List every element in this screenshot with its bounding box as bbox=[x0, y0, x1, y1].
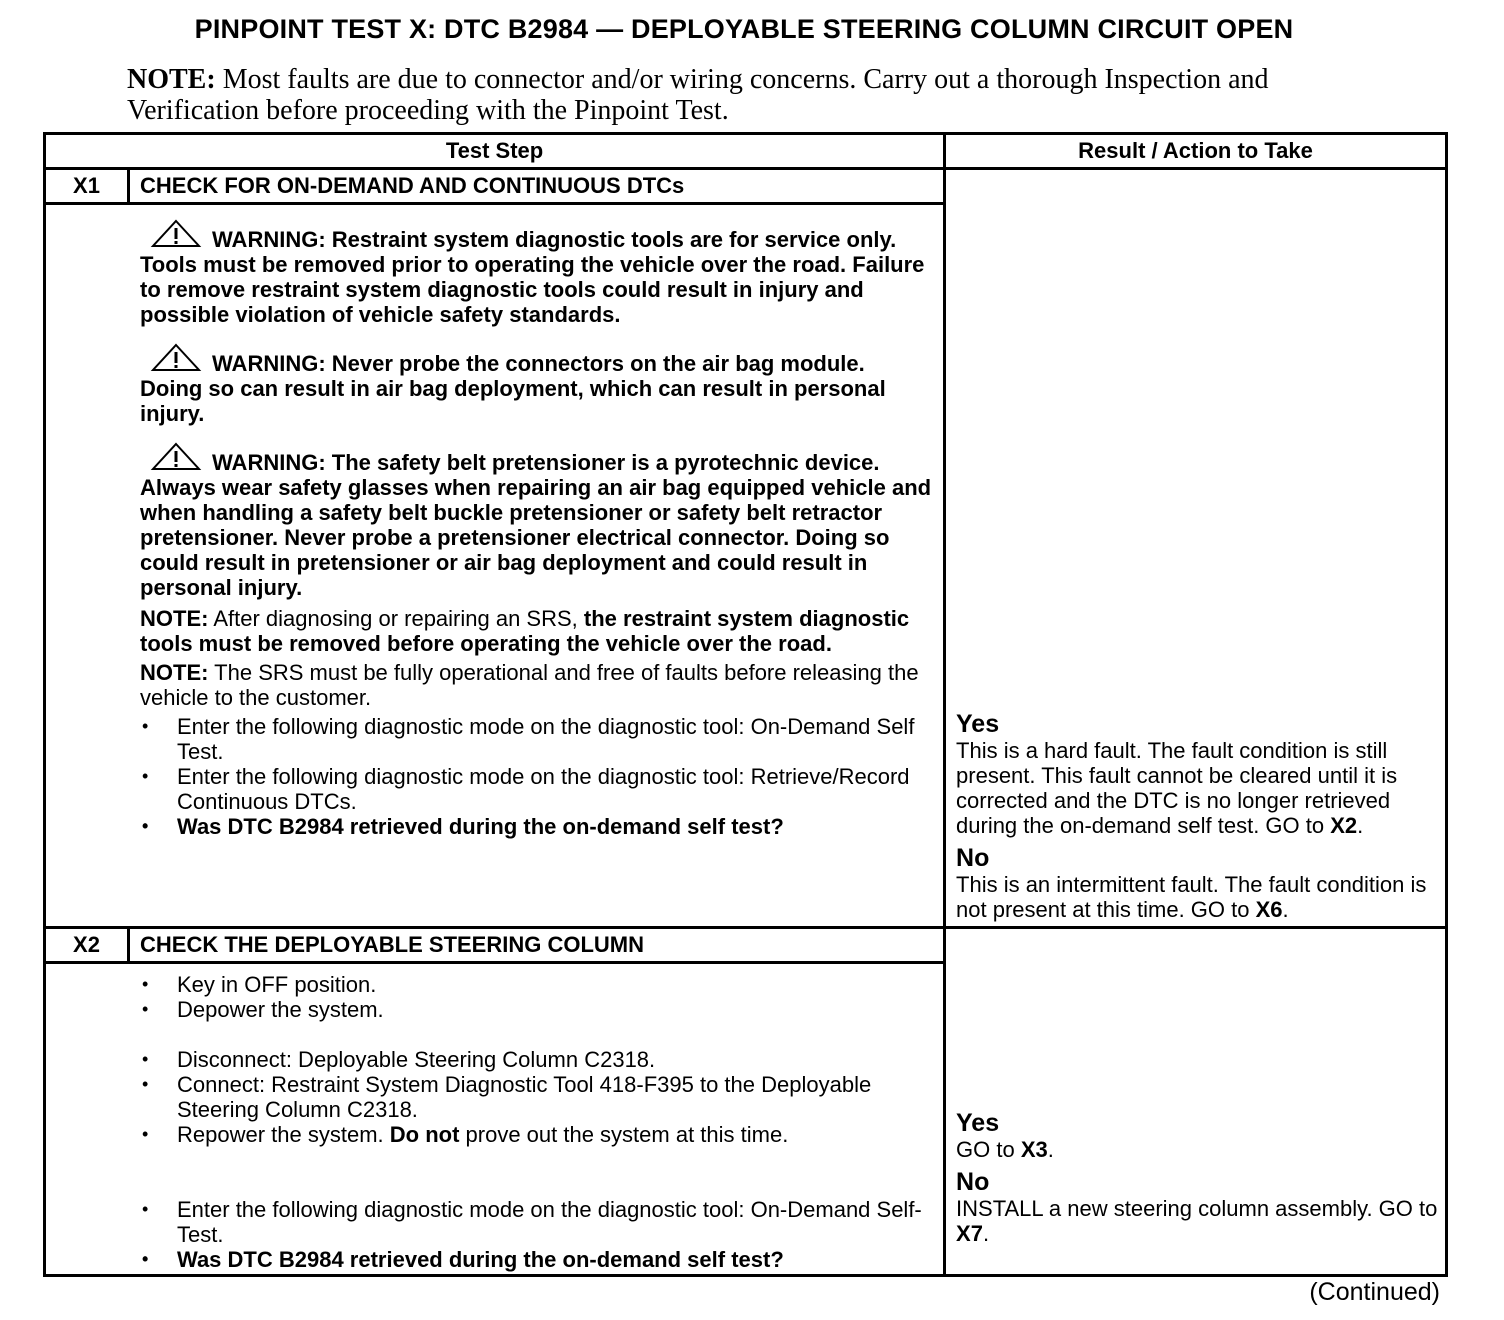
list-item: • Enter the following diagnostic mode on the diagnostic tool: On-Demand Self-Test. bbox=[140, 1197, 933, 1247]
x1-question: • Was DTC B2984 retrieved during the on-demand self test? bbox=[140, 814, 933, 839]
warning-3-label: WARNING bbox=[212, 450, 319, 475]
step-id-x1: X1 bbox=[45, 169, 129, 204]
list-item: • Enter the following diagnostic mode on the diagnostic tool: Retrieve/Record Continuous DTCs. bbox=[140, 764, 933, 814]
yes-text-x1-body: This is a hard fault. The fault condition is still present. This fault cannot be cleared until it is corrected and the DTC is no longer retrieved during the on-demand self test. GO to bbox=[956, 738, 1398, 838]
repower-post: prove out the system at this time. bbox=[459, 1122, 789, 1147]
note-1-label: NOTE: bbox=[140, 606, 209, 631]
yes-goto-x1: X2 bbox=[1330, 813, 1358, 838]
step-id-x2: X2 bbox=[45, 928, 129, 963]
continued-label: (Continued) bbox=[1309, 1278, 1440, 1306]
no-text-x1: This is an intermittent fault. The fault condition is not present at this time. GO to X6. bbox=[956, 872, 1427, 922]
step-heading-x1: CHECK FOR ON-DEMAND AND CONTINUOUS DTCs bbox=[129, 169, 945, 204]
yes-text-x1: This is a hard fault. The fault condition is still present. This fault cannot be cleared until it is corrected and the DTC is no longer retrieved during the on-demand self test. GO to X2. bbox=[956, 738, 1398, 838]
x2-question: • Was DTC B2984 retrieved during the on-demand self test? bbox=[140, 1247, 933, 1272]
warning-2 bbox=[140, 343, 933, 426]
yes-text-x2-body: GO to bbox=[956, 1137, 1021, 1162]
x2-bullet-list-b bbox=[140, 1047, 933, 1147]
intro-note-label: NOTE: bbox=[127, 64, 216, 95]
no-goto-x2: X7 bbox=[956, 1221, 983, 1246]
table-header-row bbox=[45, 134, 1447, 169]
note-2 bbox=[140, 660, 933, 710]
note-2-label: NOTE: bbox=[140, 660, 209, 685]
step-x1-heading-row bbox=[45, 169, 1447, 204]
intro-note-text: Most faults are due to connector and/or wiring concerns. Carry out a thorough Inspection and Verification before proceeding with the Pinpoint Test. bbox=[127, 64, 1269, 126]
warning-triangle-icon bbox=[150, 343, 202, 373]
list-item: • Enter the following diagnostic mode on the diagnostic tool: On-Demand Self Test. bbox=[140, 714, 933, 764]
warning-3-text: : The safety belt pretensioner is a pyrotechnic device. Always wear safety glasses when repairing an air bag equipped vehicle and when handling a safety belt buckle pretensioner or safety belt retractor pretensioner. Never probe a pretensioner electrical connector. Doing so could result in pretensioner or air bag deployment and could result in personal injury. bbox=[140, 450, 932, 600]
warning-2-label: WARNING bbox=[212, 351, 319, 376]
no-text-x1-body: This is an intermittent fault. The fault condition is not present at this time. GO to bbox=[956, 872, 1427, 922]
yes-goto-x2: X3 bbox=[1020, 1137, 1048, 1162]
no-text-x2: INSTALL a new steering column assembly. GO to X7. bbox=[956, 1196, 1438, 1246]
warning-1-label: WARNING bbox=[212, 227, 319, 252]
no-text-x2-body: INSTALL a new steering column assembly. GO to bbox=[956, 1196, 1438, 1221]
warning-1 bbox=[140, 219, 933, 327]
pinpoint-table bbox=[43, 132, 1448, 1277]
step-heading-x2: CHECK THE DEPLOYABLE STEERING COLUMN bbox=[129, 928, 945, 963]
x2-bullet-list-a bbox=[140, 972, 933, 1022]
step-body-x2 bbox=[45, 963, 945, 1276]
list-item: • Connect: Restraint System Diagnostic Tool 418-F395 to the Deployable Steering Column C2318. bbox=[140, 1072, 933, 1122]
warning-triangle-icon bbox=[150, 442, 202, 472]
intro-note bbox=[127, 64, 1327, 126]
x1-bullet-list bbox=[140, 714, 933, 839]
yes-label-x2: Yes bbox=[956, 1109, 1000, 1137]
yes-text-x2: GO to X3. bbox=[956, 1137, 1054, 1162]
result-x1 bbox=[945, 169, 1447, 928]
warning-1-text: : Restraint system diagnostic tools are for service only. Tools must be removed prior to operating the vehicle over the road. Failure to remove restraint system diagnostic tools could result in injury and possible violation of vehicle safety standards. bbox=[140, 227, 925, 327]
step-body-x1 bbox=[45, 204, 945, 928]
warning-triangle-icon bbox=[150, 219, 202, 249]
header-test-step: Test Step bbox=[45, 134, 945, 169]
note-2-text: The SRS must be fully operational and free of faults before releasing the vehicle to the customer. bbox=[140, 660, 919, 710]
list-item: • Depower the system. bbox=[140, 997, 933, 1022]
note-1-text: After diagnosing or repairing an SRS, bbox=[208, 606, 584, 631]
warning-2-text: : Never probe the connectors on the air bag module. Doing so can result in air bag deployment, which can result in personal injury. bbox=[140, 351, 886, 426]
no-goto-x1: X6 bbox=[1255, 897, 1283, 922]
note-1 bbox=[140, 606, 933, 656]
note-1-bold: the restraint system diagnostic tools must be removed before operating the vehicle over the road. bbox=[140, 606, 910, 656]
result-x2 bbox=[945, 928, 1447, 1276]
list-item: • Disconnect: Deployable Steering Column C2318. bbox=[140, 1047, 933, 1072]
header-result: Result / Action to Take bbox=[945, 134, 1447, 169]
yes-label-x1: Yes bbox=[956, 710, 1000, 738]
no-label-x1: No bbox=[956, 844, 990, 872]
page-title: PINPOINT TEST X: DTC B2984 — DEPLOYABLE STEERING COLUMN CIRCUIT OPEN bbox=[194, 14, 1294, 44]
no-label-x2: No bbox=[956, 1168, 990, 1196]
step-x2-heading-row bbox=[45, 928, 1447, 963]
warning-3 bbox=[140, 442, 933, 600]
repower-bold: Do not bbox=[389, 1122, 460, 1147]
list-item bbox=[140, 1122, 933, 1147]
list-item: • Key in OFF position. bbox=[140, 972, 933, 997]
repower-text: Repower the system. bbox=[177, 1122, 390, 1147]
x2-bullet-list-c bbox=[140, 1197, 933, 1272]
